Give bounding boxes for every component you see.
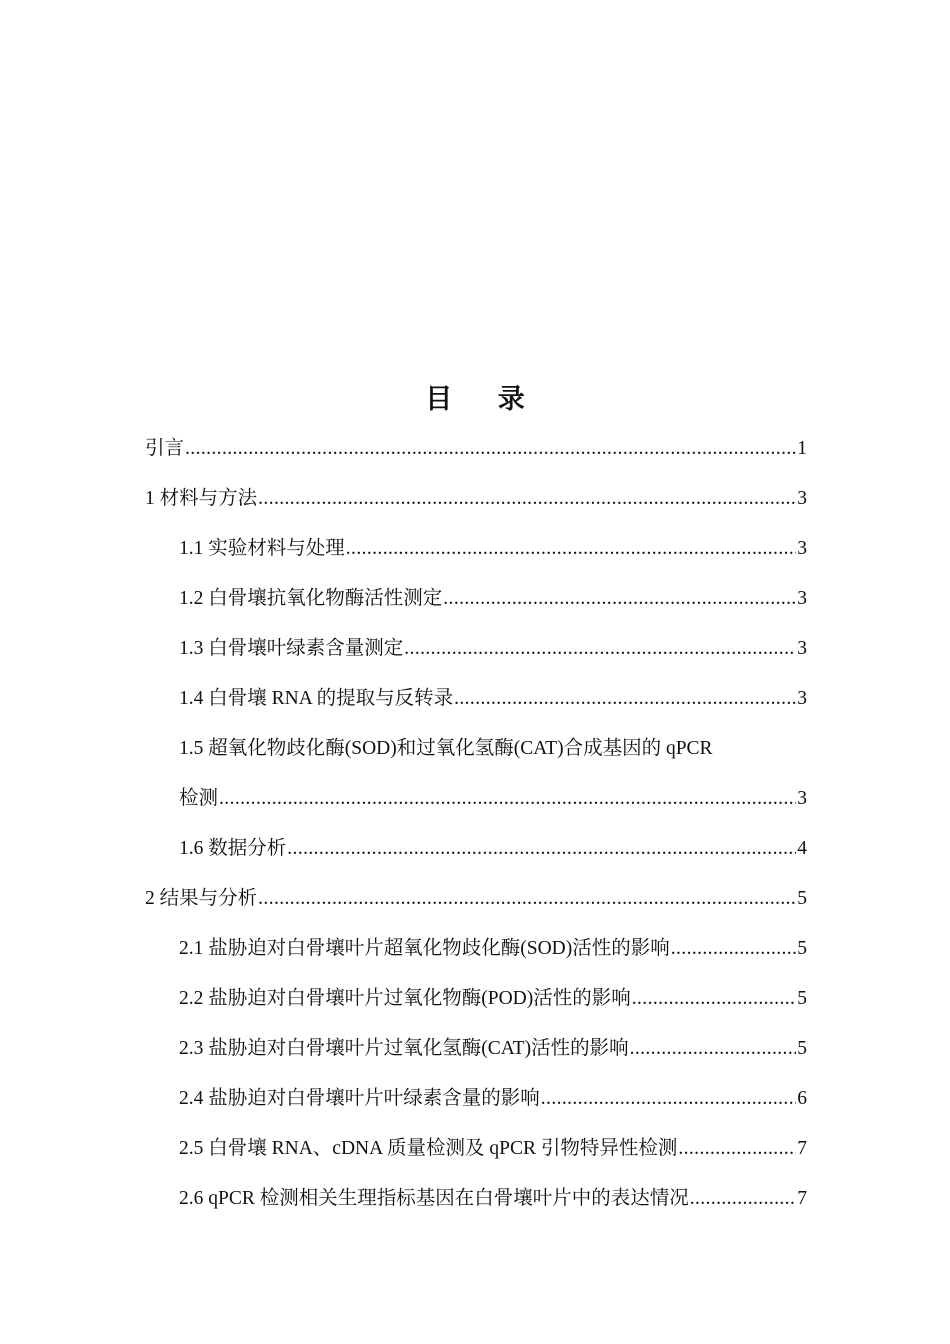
toc-entry-2-1[interactable] [145, 924, 807, 974]
toc-page-number: 3 [797, 638, 807, 659]
toc-entry-introduction[interactable] [145, 424, 807, 474]
toc-page-number: 7 [797, 1188, 807, 1209]
toc-dot-leader [443, 574, 796, 624]
toc-entry-results-analysis[interactable] [145, 874, 807, 924]
toc-entry-1-5-line-2[interactable] [145, 774, 807, 824]
toc-dot-leader [690, 1174, 797, 1224]
toc-entry-1-2[interactable] [145, 574, 807, 624]
toc-entry-label: 2.6 qPCR 检测相关生理指标基因在白骨壤叶片中的表达情况 [179, 1188, 689, 1209]
toc-page-number: 7 [797, 1138, 807, 1159]
toc-entry-2-6[interactable] [145, 1174, 807, 1224]
toc-entry-label: 1.6 数据分析 [179, 838, 287, 859]
toc-entry-label: 引言 [145, 438, 185, 459]
toc-page-number: 5 [797, 888, 807, 909]
toc-entry-2-4[interactable] [145, 1074, 807, 1124]
toc-dot-leader [454, 674, 796, 724]
toc-entry-label: 2.4 盐胁迫对白骨壤叶片叶绿素含量的影响 [179, 1088, 540, 1109]
toc-entry-2-5[interactable] [145, 1124, 807, 1174]
toc-entry-label: 2.5 白骨壤 RNA、cDNA 质量检测及 qPCR 引物特异性检测 [179, 1138, 678, 1159]
toc-entry-label: 1.5 超氧化物歧化酶(SOD)和过氧化氢酶(CAT)合成基因的 qPCR [179, 738, 713, 759]
toc-dot-leader [541, 1074, 796, 1124]
toc-entry-1-1[interactable] [145, 524, 807, 574]
toc-dot-leader [346, 524, 796, 574]
toc-page-number: 3 [797, 588, 807, 609]
toc-entry-2-2[interactable] [145, 974, 807, 1024]
toc-entry-label: 检测 [179, 788, 219, 809]
toc-entry-1-5-line-1[interactable] [145, 724, 807, 774]
toc-entry-1-3[interactable] [145, 624, 807, 674]
toc-entry-1-6[interactable] [145, 824, 807, 874]
toc-page-number: 5 [797, 988, 807, 1009]
toc-entry-label: 1 材料与方法 [145, 488, 258, 509]
toc-entry-materials-methods[interactable] [145, 474, 807, 524]
toc-entry-label: 1.4 白骨壤 RNA 的提取与反转录 [179, 688, 454, 709]
toc-entry-label: 1.1 实验材料与处理 [179, 538, 345, 559]
toc-page-number: 3 [797, 488, 807, 509]
toc-dot-leader [258, 474, 796, 524]
toc-entry-2-3[interactable] [145, 1024, 807, 1074]
toc-entry-label: 1.2 白骨壤抗氧化物酶活性测定 [179, 588, 443, 609]
toc-dot-leader [632, 974, 797, 1024]
toc-dot-leader [630, 1024, 797, 1074]
toc-dot-leader [258, 874, 796, 924]
toc-entry-label: 2 结果与分析 [145, 888, 258, 909]
toc-entry-label: 2.3 盐胁迫对白骨壤叶片过氧化氢酶(CAT)活性的影响 [179, 1038, 629, 1059]
toc-dot-leader [404, 624, 796, 674]
toc-entry-label: 2.2 盐胁迫对白骨壤叶片过氧化物酶(POD)活性的影响 [179, 988, 631, 1009]
toc-page-number: 3 [797, 788, 807, 809]
toc-dot-leader [219, 774, 796, 824]
toc-dot-leader [185, 424, 796, 474]
toc-page-number: 5 [797, 938, 807, 959]
toc-title: 目 录 [425, 384, 543, 415]
toc-page-number: 3 [797, 688, 807, 709]
toc-page-number: 5 [797, 1038, 807, 1059]
table-of-contents [145, 424, 807, 1224]
toc-page-number: 6 [797, 1088, 807, 1109]
toc-entry-label: 1.3 白骨壤叶绿素含量测定 [179, 638, 404, 659]
toc-page-number: 3 [797, 538, 807, 559]
toc-page-number: 1 [797, 438, 807, 459]
toc-entry-label: 2.1 盐胁迫对白骨壤叶片超氧化物歧化酶(SOD)活性的影响 [179, 938, 670, 959]
toc-entry-1-4[interactable] [145, 674, 807, 724]
toc-dot-leader [678, 1124, 796, 1174]
toc-dot-leader [287, 824, 796, 874]
toc-page-number: 4 [797, 838, 807, 859]
toc-dot-leader [671, 924, 797, 974]
